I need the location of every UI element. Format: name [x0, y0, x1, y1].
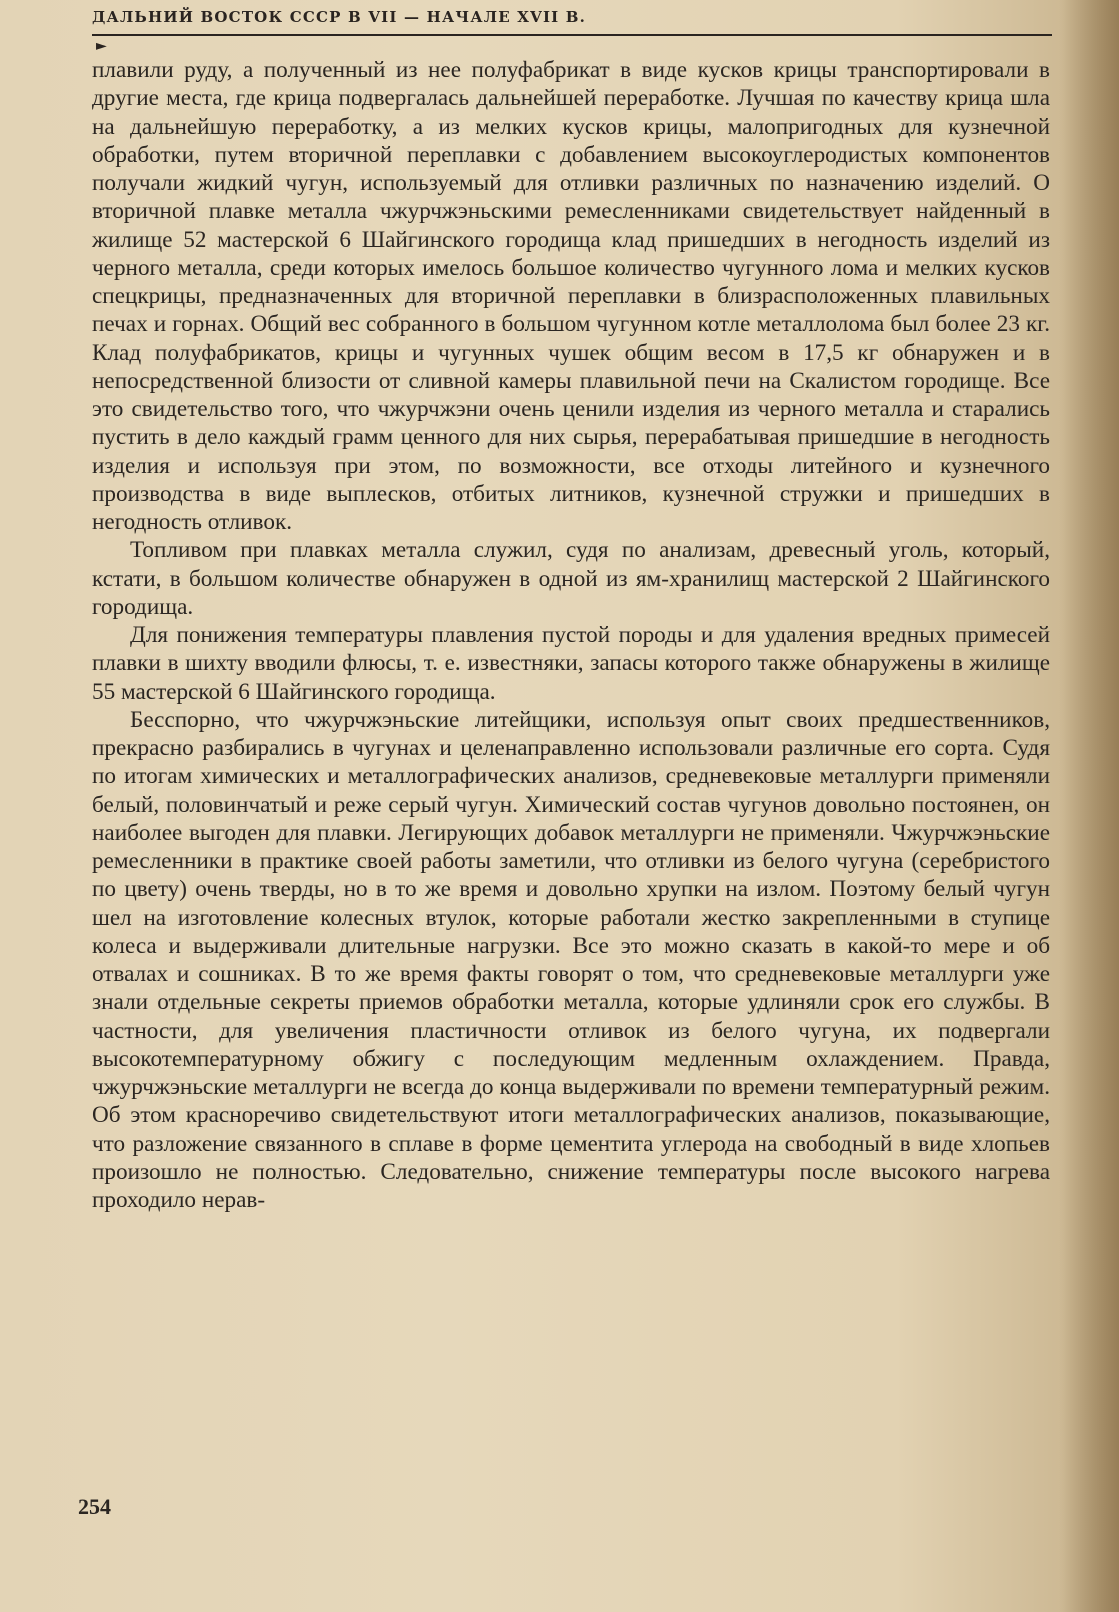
paragraph: Для понижения температуры плавления пустой породы и для удаления вредных примесей плавки в шихту вводили флюсы, т. е. известняки, запасы которого также обнаружены в жилище 55 мастерской 6 Шайгинского городища. — [92, 622, 1050, 705]
body-text — [92, 56, 1050, 1214]
paragraph: плавили руду, а полученный из нее полуфабрикат в виде кусков крицы транспортировали в другие места, где крица подвергалась дальнейшей переработке. Лучшая по качеству крица шла на дальнейшую переработку, а из мелких кусков крицы, малопригодных для кузнечной обработки, путем вторичной переплавки с добавлением высокоуглеродистых компонентов получали жидкий чугун, используемый для отливки различных по назначению изделий. О вторичной плавке металла чжурчжэньскими ремесленниками свидетельствует найденный в жилище 52 мастерской 6 Шайгинского городища клад пришедших в негодность изделий из черного металла, среди которых имелось большое количество чугунного лома и мелких кусков спецкрицы, предназначенных для вторичной переплавки в близрасположенных плавильных печах и горнах. Общий вес собранного в большом чугунном котле металлолома был более 23 кг. Клад полуфабрикатов, крицы и чугунных чушек общим весом в 17,5 кг обнаружен и в непосредственной близости от сливной камеры плавильной печи на Скалистом городище. Все это свидетельство того, что чжурчжэни очень ценили изделия из черного металла и старались пустить в дело каждый грамм ценного для них сырья, перерабатывая пришедшие в негодность изделия и используя при этом, по возможности, все отходы литейного и кузнечного производства в виде выплесков, отбитых литников, кузнечной стружки и пришедших в негодность отливок. — [92, 57, 1050, 535]
paragraph: Топливом при плавках металла служил, судя по анализам, древесный уголь, который, кстати, в большом количестве обнаружен в одной из ям-хранилищ мастерской 2 Шайгинского городища. — [92, 537, 1050, 620]
paragraph: Бесспорно, что чжурчжэньские литейщики, используя опыт своих предшественников, прекрасно разбирались в чугунах и целенаправленно использовали различные его сорта. Судя по итогам химических и металлографических анализов, средневековые металлурги применяли белый, половинчатый и реже серый чугун. Химический состав чугунов довольно постоянен, он наиболее выгоден для плавки. Легирующих добавок металлурги не применяли. Чжурчжэньские ремесленники в практике своей работы заметили, что отливки из белого чугуна (серебристого по цвету) очень тверды, но в то же время и довольно хрупки на излом. Поэтому белый чугун шел на изготовление колесных втулок, которые работали жестко закрепленными в ступице колеса и выдерживали длительные нагрузки. Все это можно сказать в какой-то мере и об отвалах и сошниках. В то же время факты говорят о том, что средневековые металлурги уже знали отдельные секреты приемов обработки металла, которые удлиняли срок его службы. В частности, для увеличения пластичности отливок из белого чугуна, их подвергали высокотемпературному обжигу с последующим медленным охлаждением. Правда, чжурчжэньские металлурги не всегда до конца выдерживали по времени температурный режим. Об этом красноречиво свидетельствуют итоги металлографических анализов, показывающие, что разложение связанного в сплаве в форме цементита углерода на свободный в виде хлопьев произошло не полностью. Следовательно, снижение температуры после высокого нагрева проходило нерав- — [92, 706, 1050, 1213]
running-head: ДАЛЬНИЙ ВОСТОК СССР В VII — НАЧАЛЕ XVII В. — [92, 0, 1052, 36]
page-number: 254 — [78, 1494, 111, 1519]
corner-mark-icon: ► — [96, 38, 107, 54]
